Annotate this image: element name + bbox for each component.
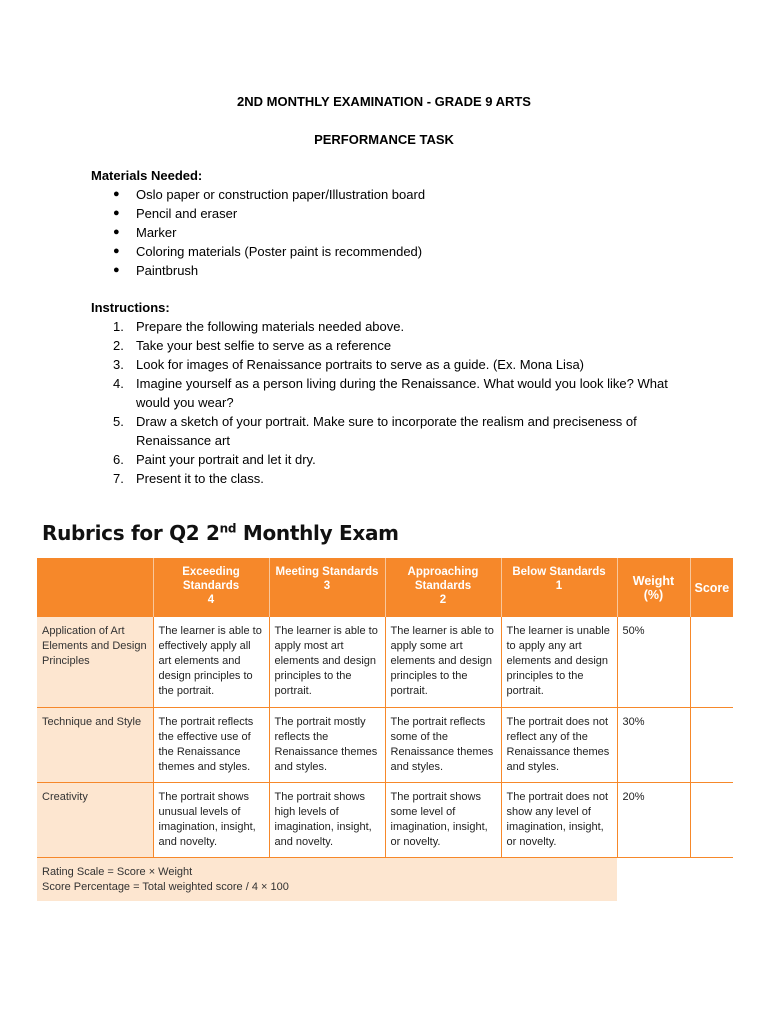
criterion-cell: Creativity — [37, 783, 153, 858]
table-row — [37, 617, 733, 708]
bullet-icon: ● — [113, 207, 120, 219]
materials-list — [113, 185, 425, 280]
rubric-cell: The portrait does not show any level of imagination, insight, or novelty. — [501, 783, 617, 858]
instructions-heading: Instructions: — [91, 300, 170, 315]
rubric-cell: The learner is able to apply most art elements and design principles to the portrait. — [269, 617, 385, 708]
bullet-icon: ● — [113, 226, 120, 238]
rubric-footer-row — [37, 858, 733, 902]
table-row — [37, 783, 733, 858]
rubric-cell: The portrait does not reflect any of the Renaissance themes and styles. — [501, 708, 617, 783]
rubric-cell: The learner is unable to apply any art elements and design principles to the portrait. — [501, 617, 617, 708]
list-item: 3. Look for images of Renaissance portraits to serve as a guide. (Ex. Mona Lisa) — [113, 357, 584, 372]
weight-cell: 30% — [617, 708, 690, 783]
document-subtitle: PERFORMANCE TASK — [314, 132, 454, 147]
footer-blank — [617, 858, 733, 902]
score-cell — [690, 617, 733, 708]
rubric-cell: The portrait shows unusual levels of imagination, insight, and novelty. — [153, 783, 269, 858]
rubric-table — [37, 558, 733, 901]
score-cell — [690, 783, 733, 858]
bullet-icon: ● — [113, 245, 120, 257]
list-item: 2. Take your best selfie to serve as a reference — [113, 338, 392, 353]
table-row — [37, 708, 733, 783]
rubric-cell: The learner is able to effectively apply all art elements and design principles to the portrait. — [153, 617, 269, 708]
document-title: 2ND MONTHLY EXAMINATION - GRADE 9 ARTS — [237, 94, 531, 109]
list-item: 6. Paint your portrait and let it dry. — [113, 452, 316, 467]
rubric-header-weight: Weight (%) — [617, 558, 690, 617]
rubric-title: Rubrics for Q2 2nd Monthly Exam — [42, 521, 399, 545]
weight-cell: 50% — [617, 617, 690, 708]
list-item: 4. Imagine yourself as a person living during the Renaissance. What would you look like? What would you wear? — [113, 376, 668, 410]
bullet-icon: ● — [113, 188, 120, 200]
rubric-cell: The portrait shows high levels of imagination, insight, and novelty. — [269, 783, 385, 858]
list-item: ● Coloring materials (Poster paint is recommended) — [113, 244, 423, 259]
list-item: 5. Draw a sketch of your portrait. Make sure to incorporate the realism and preciseness of Renaissance art — [113, 414, 637, 448]
instructions-list — [113, 317, 673, 488]
rubric-cell: The portrait shows some level of imagination, insight, or novelty. — [385, 783, 501, 858]
rubric-header-criteria — [37, 558, 153, 617]
score-cell — [690, 708, 733, 783]
rubric-header-below: Below Standards 1 — [501, 558, 617, 617]
weight-cell: 20% — [617, 783, 690, 858]
rubric-cell: The learner is able to apply some art elements and design principles to the portrait. — [385, 617, 501, 708]
criterion-cell: Application of Art Elements and Design Principles — [37, 617, 153, 708]
criterion-cell: Technique and Style — [37, 708, 153, 783]
list-item: ● Oslo paper or construction paper/Illustration board — [113, 187, 426, 202]
rubric-header-score: Score — [690, 558, 733, 617]
list-item: ● Pencil and eraser — [113, 206, 238, 221]
list-item: 7. Present it to the class. — [113, 471, 264, 486]
rubric-header-exceeding: Exceeding Standards 4 — [153, 558, 269, 617]
rubric-header-meeting: Meeting Standards 3 — [269, 558, 385, 617]
rating-formula: Rating Scale = Score × Weight Score Percentage = Total weighted score / 4 × 100 — [37, 858, 617, 902]
rubric-header-approaching: Approaching Standards 2 — [385, 558, 501, 617]
list-item: ● Marker — [113, 225, 177, 240]
rubric-header-row — [37, 558, 733, 617]
rubric-cell: The portrait reflects some of the Renaissance themes and styles. — [385, 708, 501, 783]
rubric-cell: The portrait mostly reflects the Renaissance themes and styles. — [269, 708, 385, 783]
rubric-cell: The portrait reflects the effective use of the Renaissance themes and styles. — [153, 708, 269, 783]
bullet-icon: ● — [113, 264, 120, 276]
list-item: 1. Prepare the following materials needed above. — [113, 319, 405, 334]
list-item: ● Paintbrush — [113, 263, 199, 278]
materials-heading: Materials Needed: — [91, 168, 203, 183]
